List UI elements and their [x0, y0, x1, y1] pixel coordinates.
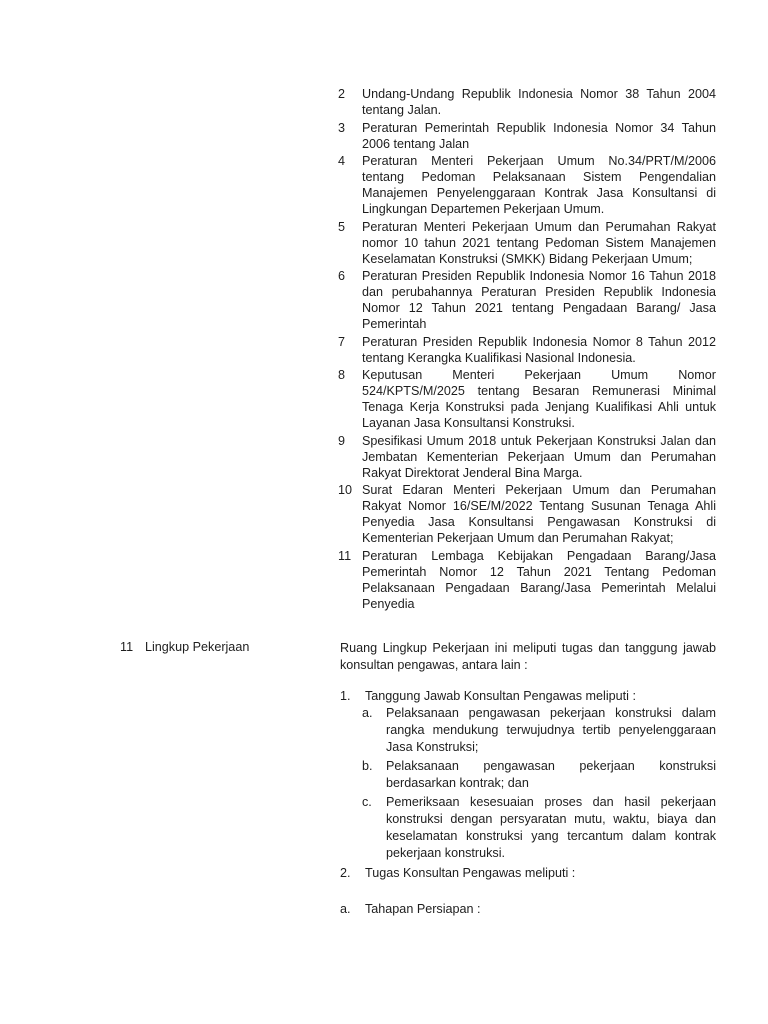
scope-intro-text: Ruang Lingkup Pekerjaan ini meliputi tugas dan tanggung jawab konsultan pengawas, antara lain :	[340, 641, 716, 672]
regulation-list	[338, 86, 716, 613]
responsibilities-list	[362, 705, 716, 862]
section-title: Lingkup Pekerjaan	[145, 640, 250, 654]
list-item: 3 Peraturan Pemerintah Republik Indonesia Nomor 34 Tahun 2006 tentang Jalan	[338, 120, 716, 151]
responsibilities-heading: 1. Tanggung Jawab Konsultan Pengawas meliputi :	[340, 689, 636, 703]
list-item: 9 Spesifikasi Umum 2018 untuk Pekerjaan Konstruksi Jalan dan Jembatan Kementerian Pekerjaan Umum dan Perumahan Rakyat Direktorat Jenderal Bina Marga.	[338, 433, 716, 480]
list-item: 10 Surat Edaran Menteri Pekerjaan Umum dan Perumahan Rakyat Nomor 16/SE/M/2022 Tentang Susunan Tenaga Ahli Penyedia Jasa Konsultansi Pengawasan Konstruksi di Kementerian Pekerjaan Umum dan Perumahan Rakyat;	[338, 483, 716, 545]
section-heading	[120, 640, 249, 654]
list-item: 5 Peraturan Menteri Pekerjaan Umum dan Perumahan Rakyat nomor 10 tahun 2021 tentang Pedoman Sistem Manajemen Keselamatan Konstruksi (SMKK) Bidang Pekerjaan Umum;	[338, 219, 716, 266]
duties-heading: 2. Tugas Konsultan Pengawas meliputi :	[340, 866, 576, 880]
list-item: 2 Undang-Undang Republik Indonesia Nomor 38 Tahun 2004 tentang Jalan.	[338, 87, 716, 117]
list-item: 8 Keputusan Menteri Pekerjaan Umum Nomor 524/KPTS/M/2025 tentang Besaran Remunerasi Minimal Tenaga Kerja Konstruksi pada Jenjang Kualifikasi Ahli untuk Layanan Jasa Konsultansi Konstruksi.	[338, 368, 716, 430]
list-item: c. Pemeriksaan kesesuaian proses dan hasil pekerjaan konstruksi dengan persyaratan mutu, waktu, biaya dan keselamatan konstruksi yang tercantum dalam kontrak pekerjaan konstruksi.	[362, 795, 716, 860]
list-item: 7 Peraturan Presiden Republik Indonesia Nomor 8 Tahun 2012 tentang Kerangka Kualifikasi Nasional Indonesia.	[338, 334, 716, 365]
preparation-heading: a. Tahapan Persiapan :	[340, 902, 481, 916]
responsibilities-block	[340, 688, 716, 864]
list-item: 6 Peraturan Presiden Republik Indonesia Nomor 16 Tahun 2018 dan perubahannya Peraturan Presiden Republik Indonesia Nomor 12 Tahun 2021 tentang Pengadaan Barang/ Jasa Pemerintah	[338, 269, 716, 331]
list-item: 4 Peraturan Menteri Pekerjaan Umum No.34/PRT/M/2006 tentang Pedoman Pelaksanaan Sistem Pengendalian Manajemen Penyelenggaraan Kontrak Jasa Konsultansi di Lingkungan Departemen Pekerjaan Umum.	[338, 154, 716, 216]
list-item: a. Pelaksanaan pengawasan pekerjaan konstruksi dalam rangka mendukung terwujudnya tertib penyelenggaraan Jasa Konstruksi;	[362, 706, 716, 754]
list-item: b. Pelaksanaan pengawasan pekerjaan konstruksi berdasarkan kontrak; dan	[362, 759, 716, 790]
list-item: 11 Peraturan Lembaga Kebijakan Pengadaan Barang/Jasa Pemerintah Nomor 12 Tahun 2021 Tentang Pedoman Pelaksanaan Pengadaan Barang/Jasa Pemerintah Melalui Penyedia	[338, 548, 716, 611]
section-number: 11	[120, 640, 134, 654]
